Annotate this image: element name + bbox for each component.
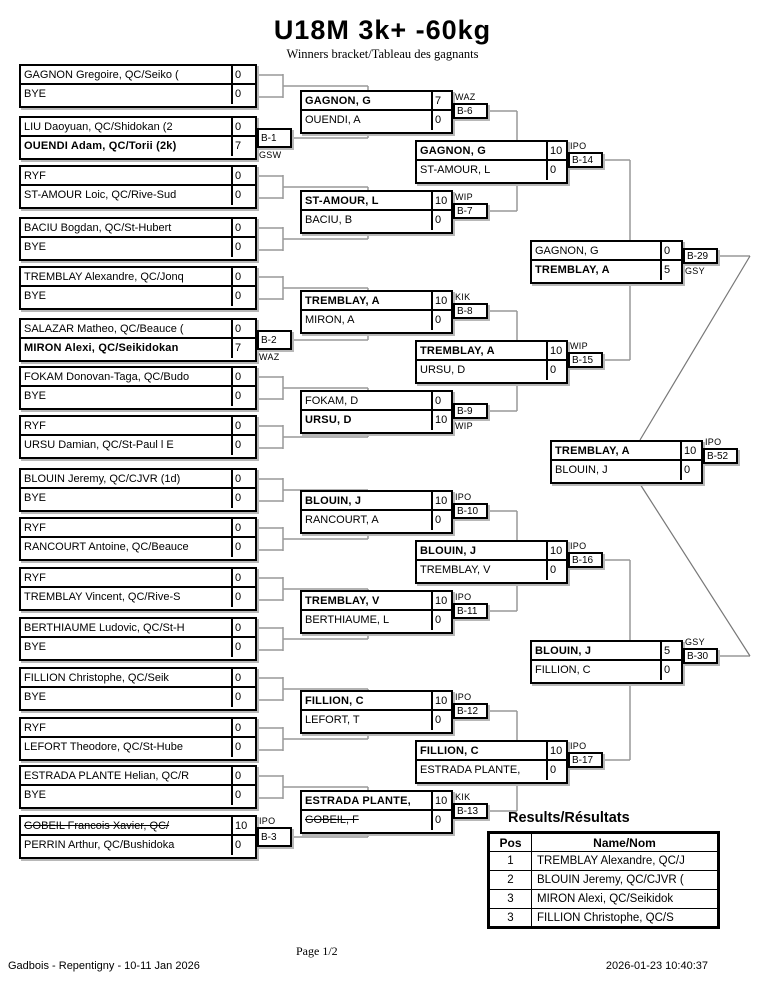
player-name: FOKAM Donovan-Taga, QC/Budo bbox=[24, 371, 190, 383]
match-tag: B-14 bbox=[568, 152, 603, 168]
results-row bbox=[489, 890, 719, 909]
result-code: IPO bbox=[455, 492, 472, 502]
player-score: 10 bbox=[680, 442, 701, 459]
result-code: IPO bbox=[259, 816, 276, 826]
player-score: 0 bbox=[231, 470, 255, 487]
result-code: IPO bbox=[570, 541, 587, 551]
player-score: 0 bbox=[231, 268, 255, 285]
player-score: 10 bbox=[431, 592, 451, 609]
player-name: GAGNON, G bbox=[305, 95, 371, 107]
results-pos: 3 bbox=[489, 909, 532, 928]
player-score: 0 bbox=[231, 436, 255, 455]
player-score: 7 bbox=[231, 137, 255, 156]
player-score: 0 bbox=[431, 111, 451, 130]
player-name: PERRIN Arthur, QC/Bushidoka bbox=[24, 839, 175, 851]
connector-line bbox=[640, 256, 750, 440]
player-score: 10 bbox=[546, 542, 566, 559]
player-score: 10 bbox=[231, 817, 255, 834]
player-score: 0 bbox=[231, 219, 255, 236]
player-score: 0 bbox=[546, 561, 566, 580]
player-score: 10 bbox=[546, 142, 566, 159]
player-name: GAGNON Gregoire, QC/Seiko ( bbox=[24, 69, 179, 81]
player-score: 0 bbox=[431, 711, 451, 730]
player-score: 0 bbox=[231, 588, 255, 607]
player-name: TREMBLAY, V bbox=[420, 564, 491, 576]
player-name: BYE bbox=[24, 241, 47, 253]
player-score: 10 bbox=[546, 342, 566, 359]
player-name: BERTHIAUME, L bbox=[305, 614, 390, 626]
match-tag: B-2 bbox=[257, 330, 292, 350]
player-name: LEFORT Theodore, QC/St-Hube bbox=[24, 741, 183, 753]
player-score: 0 bbox=[431, 811, 451, 830]
result-code: GSY bbox=[685, 266, 705, 276]
match-tag: B-17 bbox=[568, 752, 603, 768]
results-row bbox=[489, 871, 719, 890]
player-score: 0 bbox=[231, 287, 255, 306]
player-name: FILLION, C bbox=[420, 745, 479, 757]
match-tag: B-12 bbox=[453, 703, 488, 719]
player-name: MIRON, A bbox=[305, 314, 355, 326]
results-pos: 3 bbox=[489, 890, 532, 909]
player-score: 0 bbox=[231, 320, 255, 337]
player-score: 0 bbox=[231, 619, 255, 636]
player-score: 0 bbox=[231, 186, 255, 205]
page-subtitle: Winners bracket/Tableau des gagnants bbox=[286, 47, 479, 61]
player-name: GOBEIL Francois Xavier, QC/ bbox=[24, 820, 170, 832]
player-name: BERTHIAUME Ludovic, QC/St-H bbox=[24, 622, 185, 634]
result-code: WAZ bbox=[259, 352, 280, 362]
player-score: 0 bbox=[231, 767, 255, 784]
player-score: 5 bbox=[660, 642, 681, 659]
player-name: RANCOURT, A bbox=[305, 514, 379, 526]
player-name: FILLION, C bbox=[305, 695, 364, 707]
player-score: 0 bbox=[231, 786, 255, 805]
footer-event-info: Gadbois - Repentigny - 10-11 Jan 2026 bbox=[8, 960, 200, 972]
player-score: 0 bbox=[431, 611, 451, 630]
player-score: 0 bbox=[431, 311, 451, 330]
player-name: TREMBLAY Vincent, QC/Rive-S bbox=[24, 591, 181, 603]
player-score: 0 bbox=[231, 417, 255, 434]
player-name: TREMBLAY, A bbox=[555, 445, 630, 457]
player-name: FILLION, C bbox=[535, 664, 591, 676]
results-row bbox=[489, 852, 719, 871]
player-score: 7 bbox=[231, 339, 255, 358]
player-score: 5 bbox=[660, 261, 681, 280]
match-tag: B-15 bbox=[568, 352, 603, 368]
results-name: BLOUIN Jeremy, QC/CJVR ( bbox=[532, 871, 719, 890]
player-name: RYF bbox=[24, 522, 46, 534]
player-score: 0 bbox=[546, 161, 566, 180]
match-tag: B-16 bbox=[568, 552, 603, 568]
player-name: ST-AMOUR, L bbox=[420, 164, 491, 176]
result-code: WIP bbox=[455, 421, 473, 431]
player-name: RYF bbox=[24, 722, 46, 734]
player-score: 0 bbox=[231, 688, 255, 707]
player-score: 10 bbox=[546, 742, 566, 759]
player-score: 7 bbox=[431, 92, 451, 109]
results-header-name: Name/Nom bbox=[532, 833, 719, 852]
player-name: BYE bbox=[24, 390, 47, 402]
player-name: GAGNON, G bbox=[535, 245, 599, 257]
player-score: 10 bbox=[431, 292, 451, 309]
player-score: 0 bbox=[680, 461, 701, 480]
player-score: 0 bbox=[231, 167, 255, 184]
player-name: ESTRADA PLANTE, bbox=[305, 795, 411, 807]
player-name: FOKAM, D bbox=[305, 395, 359, 407]
player-name: BYE bbox=[24, 641, 47, 653]
results-pos: 2 bbox=[489, 871, 532, 890]
match-tag: B-3 bbox=[257, 827, 292, 847]
player-name: TREMBLAY, V bbox=[305, 595, 380, 607]
player-name: TREMBLAY Alexandre, QC/Jonq bbox=[24, 271, 184, 283]
match-tag: B-8 bbox=[453, 303, 488, 319]
player-name: OUENDI, A bbox=[305, 114, 361, 126]
player-name: BLOUIN Jeremy, QC/CJVR (1d) bbox=[24, 473, 181, 485]
results-name: MIRON Alexi, QC/Seikidok bbox=[532, 890, 719, 909]
player-name: BYE bbox=[24, 290, 47, 302]
match-tag: B-30 bbox=[683, 648, 718, 664]
player-name: RYF bbox=[24, 170, 46, 182]
player-name: TREMBLAY, A bbox=[420, 345, 495, 357]
result-code: KIK bbox=[455, 292, 471, 302]
results-pos: 1 bbox=[489, 852, 532, 871]
player-name: SALAZAR Matheo, QC/Beauce ( bbox=[24, 323, 184, 335]
player-score: 0 bbox=[231, 638, 255, 657]
result-code: GSW bbox=[259, 150, 282, 160]
results-header-row bbox=[489, 833, 719, 852]
player-name: FILLION Christophe, QC/Seik bbox=[24, 672, 169, 684]
player-name: BLOUIN, J bbox=[420, 545, 477, 557]
match-tag: B-11 bbox=[453, 603, 488, 619]
player-name: ESTRADA PLANTE Helian, QC/R bbox=[24, 770, 190, 782]
result-code: GSY bbox=[685, 637, 705, 647]
player-name: RYF bbox=[24, 572, 46, 584]
player-name: ESTRADA PLANTE, bbox=[420, 764, 521, 776]
player-name: LIU Daoyuan, QC/Shidokan (2 bbox=[24, 121, 173, 133]
match-tag: B-13 bbox=[453, 803, 488, 819]
player-score: 0 bbox=[231, 387, 255, 406]
player-name: LEFORT, T bbox=[305, 714, 360, 726]
player-name: RYF bbox=[24, 420, 46, 432]
result-code: IPO bbox=[570, 741, 587, 751]
player-name: BYE bbox=[24, 492, 47, 504]
player-score: 0 bbox=[231, 489, 255, 508]
player-name: OUENDI Adam, QC/Torii (2k) bbox=[24, 140, 177, 152]
result-code: IPO bbox=[455, 592, 472, 602]
player-score: 0 bbox=[431, 511, 451, 530]
player-score: 0 bbox=[660, 242, 681, 259]
player-score: 0 bbox=[231, 238, 255, 257]
player-name: ST-AMOUR, L bbox=[305, 195, 379, 207]
player-name: BACIU, B bbox=[305, 214, 353, 226]
player-name: BLOUIN, J bbox=[305, 495, 362, 507]
results-name: TREMBLAY Alexandre, QC/J bbox=[532, 852, 719, 871]
match-tag: B-52 bbox=[703, 448, 738, 464]
player-name: BACIU Bogdan, QC/St-Hubert bbox=[24, 222, 172, 234]
player-score: 10 bbox=[431, 792, 451, 809]
player-score: 10 bbox=[431, 692, 451, 709]
result-code: WAZ bbox=[455, 92, 476, 102]
player-name: TREMBLAY, A bbox=[535, 264, 610, 276]
player-name: ST-AMOUR Loic, QC/Rive-Sud bbox=[24, 189, 177, 201]
player-name: GOBEIL, F bbox=[305, 814, 359, 826]
player-name: BLOUIN, J bbox=[535, 645, 592, 657]
result-code: KIK bbox=[455, 792, 471, 802]
player-score: 0 bbox=[546, 361, 566, 380]
match-tag: B-10 bbox=[453, 503, 488, 519]
result-code: IPO bbox=[705, 437, 722, 447]
player-name: BYE bbox=[24, 88, 47, 100]
player-score: 0 bbox=[431, 392, 451, 409]
match-tag: B-29 bbox=[683, 248, 718, 264]
result-code: WIP bbox=[455, 192, 473, 202]
page-number: Page 1/2 bbox=[296, 944, 338, 958]
player-name: GAGNON, G bbox=[420, 145, 486, 157]
player-name: URSU, D bbox=[305, 414, 352, 426]
player-score: 0 bbox=[231, 719, 255, 736]
match-tag: B-6 bbox=[453, 103, 488, 119]
results-row bbox=[489, 909, 719, 928]
player-score: 0 bbox=[660, 661, 681, 680]
match-tag: B-1 bbox=[257, 128, 292, 148]
player-score: 10 bbox=[431, 411, 451, 430]
match-tag: B-7 bbox=[453, 203, 488, 219]
results-name: FILLION Christophe, QC/S bbox=[532, 909, 719, 928]
match-tag: B-9 bbox=[453, 403, 488, 419]
results-header-pos: Pos bbox=[489, 833, 532, 852]
player-score: 0 bbox=[231, 118, 255, 135]
player-score: 10 bbox=[431, 192, 451, 209]
player-name: TREMBLAY, A bbox=[305, 295, 380, 307]
player-score: 0 bbox=[231, 519, 255, 536]
player-score: 0 bbox=[231, 669, 255, 686]
result-code: IPO bbox=[570, 141, 587, 151]
results-title: Results/Résultats bbox=[508, 810, 630, 826]
page-title: U18M 3k+ -60kg bbox=[273, 15, 492, 45]
result-code: IPO bbox=[455, 692, 472, 702]
player-name: BLOUIN, J bbox=[555, 464, 608, 476]
player-score: 0 bbox=[231, 836, 255, 855]
player-score: 10 bbox=[431, 492, 451, 509]
player-score: 0 bbox=[231, 85, 255, 104]
player-score: 0 bbox=[431, 211, 451, 230]
connector-line bbox=[640, 484, 750, 656]
result-code: WIP bbox=[570, 341, 588, 351]
player-name: BYE bbox=[24, 691, 47, 703]
player-name: BYE bbox=[24, 789, 47, 801]
results-table bbox=[487, 831, 720, 929]
player-score: 0 bbox=[231, 738, 255, 757]
player-score: 0 bbox=[231, 538, 255, 557]
player-score: 0 bbox=[231, 368, 255, 385]
player-score: 0 bbox=[231, 569, 255, 586]
player-name: URSU, D bbox=[420, 364, 466, 376]
player-name: URSU Damian, QC/St-Paul l E bbox=[24, 439, 174, 451]
player-score: 0 bbox=[231, 66, 255, 83]
player-score: 0 bbox=[546, 761, 566, 780]
player-name: RANCOURT Antoine, QC/Beauce bbox=[24, 541, 189, 553]
player-name: MIRON Alexi, QC/Seikidokan bbox=[24, 342, 179, 354]
footer-timestamp: 2026-01-23 10:40:37 bbox=[605, 960, 708, 972]
